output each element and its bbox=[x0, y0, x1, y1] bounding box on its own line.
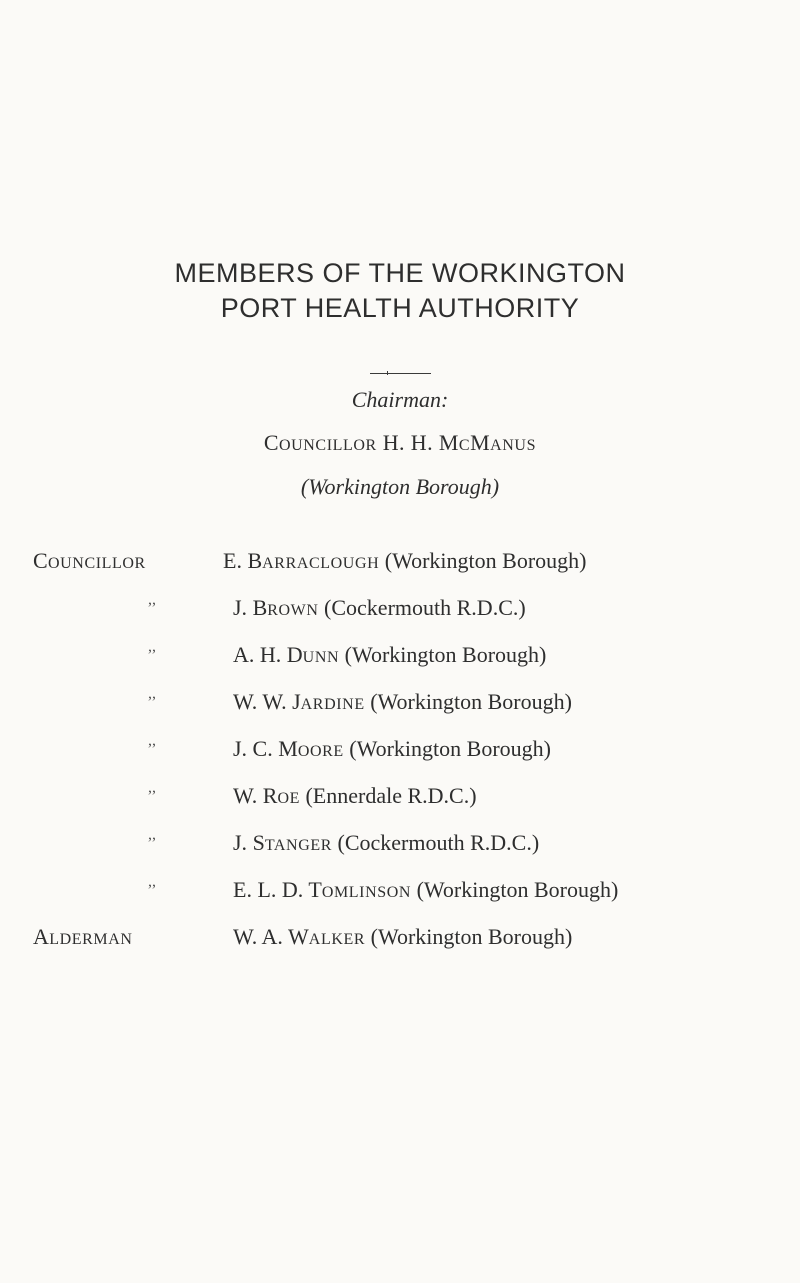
member-row bbox=[0, 548, 800, 578]
page-title-line-2: PORT HEALTH AUTHORITY bbox=[220, 293, 580, 323]
member-entry: W. W. JARDINE (Workington Borough) bbox=[233, 689, 572, 714]
page-title-line-1: MEMBERS OF THE WORKINGTON bbox=[174, 258, 626, 288]
member-row bbox=[0, 873, 800, 907]
member-title: COUNCILLOR bbox=[33, 548, 146, 573]
member-row bbox=[0, 591, 800, 625]
ditto-mark: ,, bbox=[148, 826, 156, 843]
chairman-name: COUNCILLOR H. H. MCMANUS bbox=[263, 430, 537, 455]
member-entry: W. A. WALKER (Workington Borough) bbox=[233, 924, 573, 949]
member-entry: A. H. DUNN (Workington Borough) bbox=[233, 642, 547, 667]
member-row bbox=[0, 779, 800, 813]
ditto-mark: ,, bbox=[148, 591, 156, 608]
member-entry: W. ROE (Ennerdale R.D.C.) bbox=[233, 783, 477, 808]
member-row bbox=[0, 685, 800, 719]
decorative-rule bbox=[370, 373, 431, 374]
ditto-mark: ,, bbox=[148, 685, 156, 702]
member-entry: J. C. MOORE (Workington Borough) bbox=[233, 736, 551, 761]
member-entry: J. STANGER (Cockermouth R.D.C.) bbox=[233, 830, 540, 855]
chairman-heading: Chairman: bbox=[351, 387, 449, 412]
chairman-district: (Workington Borough) bbox=[300, 474, 500, 499]
ditto-mark: ,, bbox=[148, 779, 156, 796]
member-title: ALDERMAN bbox=[33, 924, 133, 949]
member-row bbox=[0, 924, 800, 954]
member-entry: E. L. D. TOMLINSON (Workington Borough) bbox=[233, 877, 619, 902]
member-entry: J. BROWN (Cockermouth R.D.C.) bbox=[233, 595, 526, 620]
ditto-mark: ,, bbox=[148, 873, 156, 890]
member-entry: E. BARRACLOUGH (Workington Borough) bbox=[223, 548, 587, 573]
ditto-mark: ,, bbox=[148, 638, 156, 655]
ditto-mark: ,, bbox=[148, 732, 156, 749]
member-row bbox=[0, 826, 800, 860]
member-row bbox=[0, 638, 800, 672]
member-row bbox=[0, 732, 800, 766]
